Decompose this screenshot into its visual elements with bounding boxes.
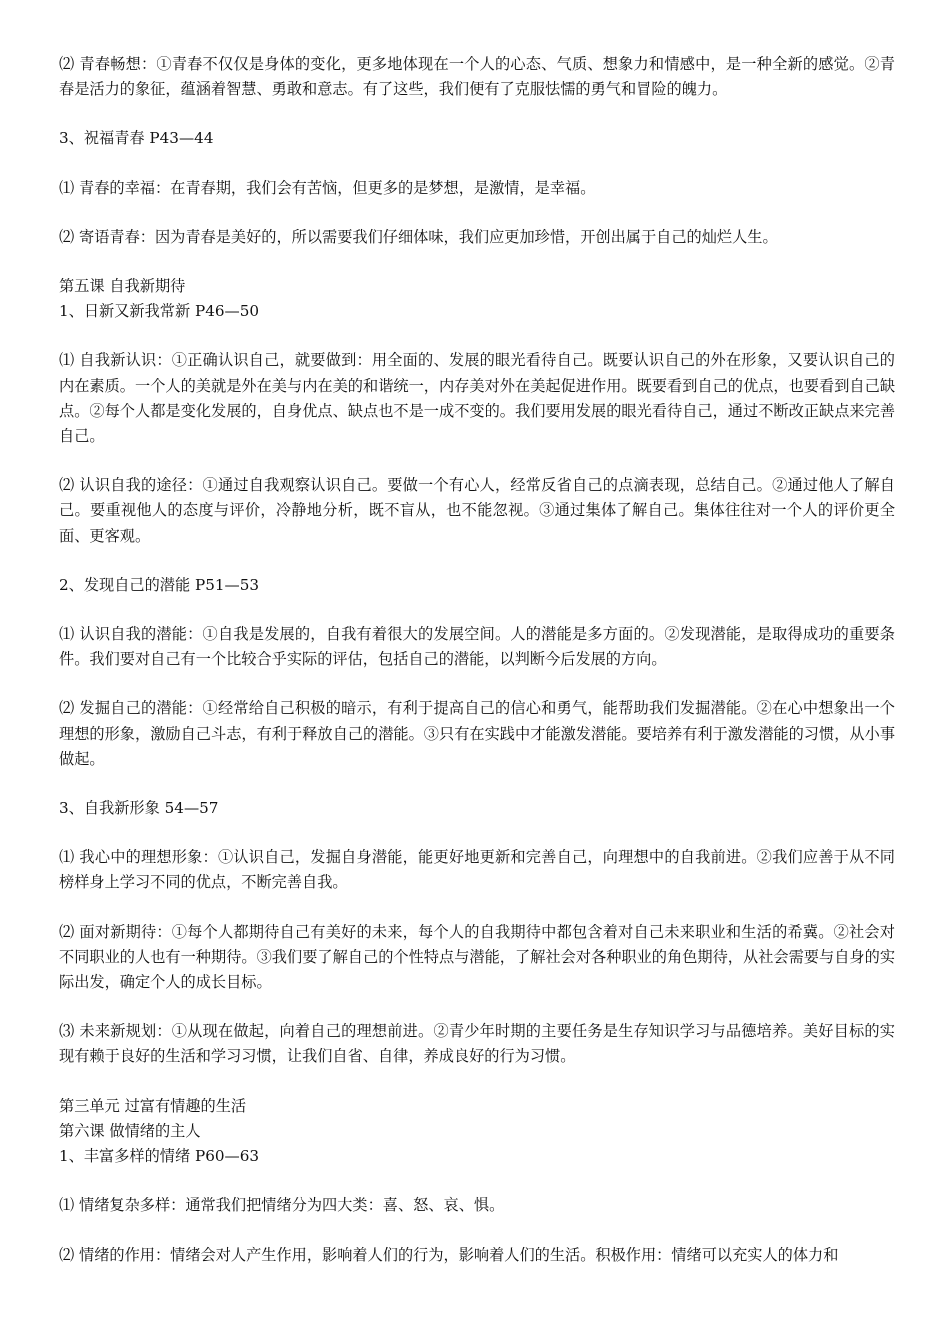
paragraph-new-expectation: ⑵ 面对新期待：①每个人都期待自己有美好的未来，每个人的自我期待中都包含着对自己未来职业和生活的希冀。②社会对不同职业的人也有一种期待。③我们要了解自己的个性特点与潜能，了解社会对各种职业的角色期待，从社会需要与自身的实际出发，确定个人的成长目标。 (59, 922, 895, 992)
paragraph-future-plan: ⑶ 未来新规划：①从现在做起，向着自己的理想前进。②青少年时期的主要任务是生存知识学习与品德培养。美好目标的实现有赖于良好的生活和学习习惯，让我们自省、自律，养成良好的行为习惯。 (59, 1022, 895, 1066)
paragraph-develop-potential: ⑵ 发掘自己的潜能：①经常给自己积极的暗示，有利于提高自己的信心和勇气，能帮助我们发掘潜能。②在心中想象出一个理想的形象，激励自己斗志，有利于释放自己的潜能。③只有在实践中才能激发潜能。要培养有利于激发潜能的习惯，从小事做起。 (59, 699, 895, 768)
paragraph-self-recognition: ⑴ 自我新认识：①正确认识自己，就要做到：用全面的、发展的眼光看待自己。既要认识自己的外在形象，又要认识自己的内在素质。一个人的美就是外在美与内在美的和谐统一，内存美对外在美起促进作用。既要看到自己的优点，也要看到自己缺点。②每个人都是变化发展的，自身优点、缺点也不是一成不变的。我们要用发展的眼光看待自己，通过不断改正缺点来完善自己。 (59, 351, 895, 446)
paragraph-ideal-image: ⑴ 我心中的理想形象：①认识自己，发掘自身潜能，能更好地更新和完善自己，向理想中的自我前进。②我们应善于从不同榜样身上学习不同的优点，不断完善自我。 (59, 848, 895, 892)
lesson-heading-5: 第五课 自我新期待 (59, 277, 186, 296)
paragraph-know-potential: ⑴ 认识自我的潜能：①自我是发展的，自我有着很大的发展空间。人的潜能是多方面的。②发现潜能，是取得成功的重要条件。我们要对自己有一个比较合乎实际的评估，包括自己的潜能，以判断今后发展的方向。 (59, 625, 895, 669)
section-heading-renew-self: 1、日新又新我常新 P46—50 (59, 302, 260, 321)
section-heading-rich-emotions: 1、丰富多样的情绪 P60—63 (59, 1147, 260, 1166)
paragraph-youth-message: ⑵ 寄语青春：因为青春是美好的，所以需要我们仔细体味，我们应更加珍惜，开创出属于自己的灿烂人生。 (59, 227, 778, 246)
document-page (59, 52, 895, 1268)
paragraph-youth-imagination: ⑵ 青春畅想：①青春不仅仅是身体的变化，更多地体现在一个人的心态、气质、想象力和情感中，是一种全新的感觉。②青春是活力的象征，蕴涵着智慧、勇敢和意志。有了这些，我们便有了克服怯懦的勇气和冒险的魄力。 (59, 55, 895, 99)
paragraph-youth-happiness: ⑴ 青春的幸福：在青春期，我们会有苦恼，但更多的是梦想，是激情，是幸福。 (59, 178, 596, 197)
section-heading-bless-youth: 3、祝福青春 P43—44 (59, 129, 214, 148)
lesson-heading-6: 第六课 做情绪的主人 (59, 1121, 201, 1140)
section-heading-new-image: 3、自我新形象 54—57 (59, 799, 219, 818)
paragraph-emotion-types: ⑴ 情绪复杂多样：通常我们把情绪分为四大类：喜、怒、哀、惧。 (59, 1196, 505, 1215)
unit-heading-3: 第三单元 过富有情趣的生活 (59, 1096, 247, 1115)
paragraph-self-knowledge-ways: ⑵ 认识自我的途径：①通过自我观察认识自己。要做一个有心人，经常反省自己的点滴表现，总结自己。②通过他人了解自己。要重视他人的态度与评价，冷静地分析，既不盲从，也不能忽视。③通过集体了解自己。集体往往对一个人的评价更全面、更客观。 (59, 476, 895, 545)
section-heading-discover-potential: 2、发现自己的潜能 P51—53 (59, 575, 260, 594)
paragraph-emotion-effects: ⑵ 情绪的作用：情绪会对人产生作用，影响着人们的行为，影响着人们的生活。积极作用：情绪可以充实人的体力和 (59, 1245, 839, 1264)
